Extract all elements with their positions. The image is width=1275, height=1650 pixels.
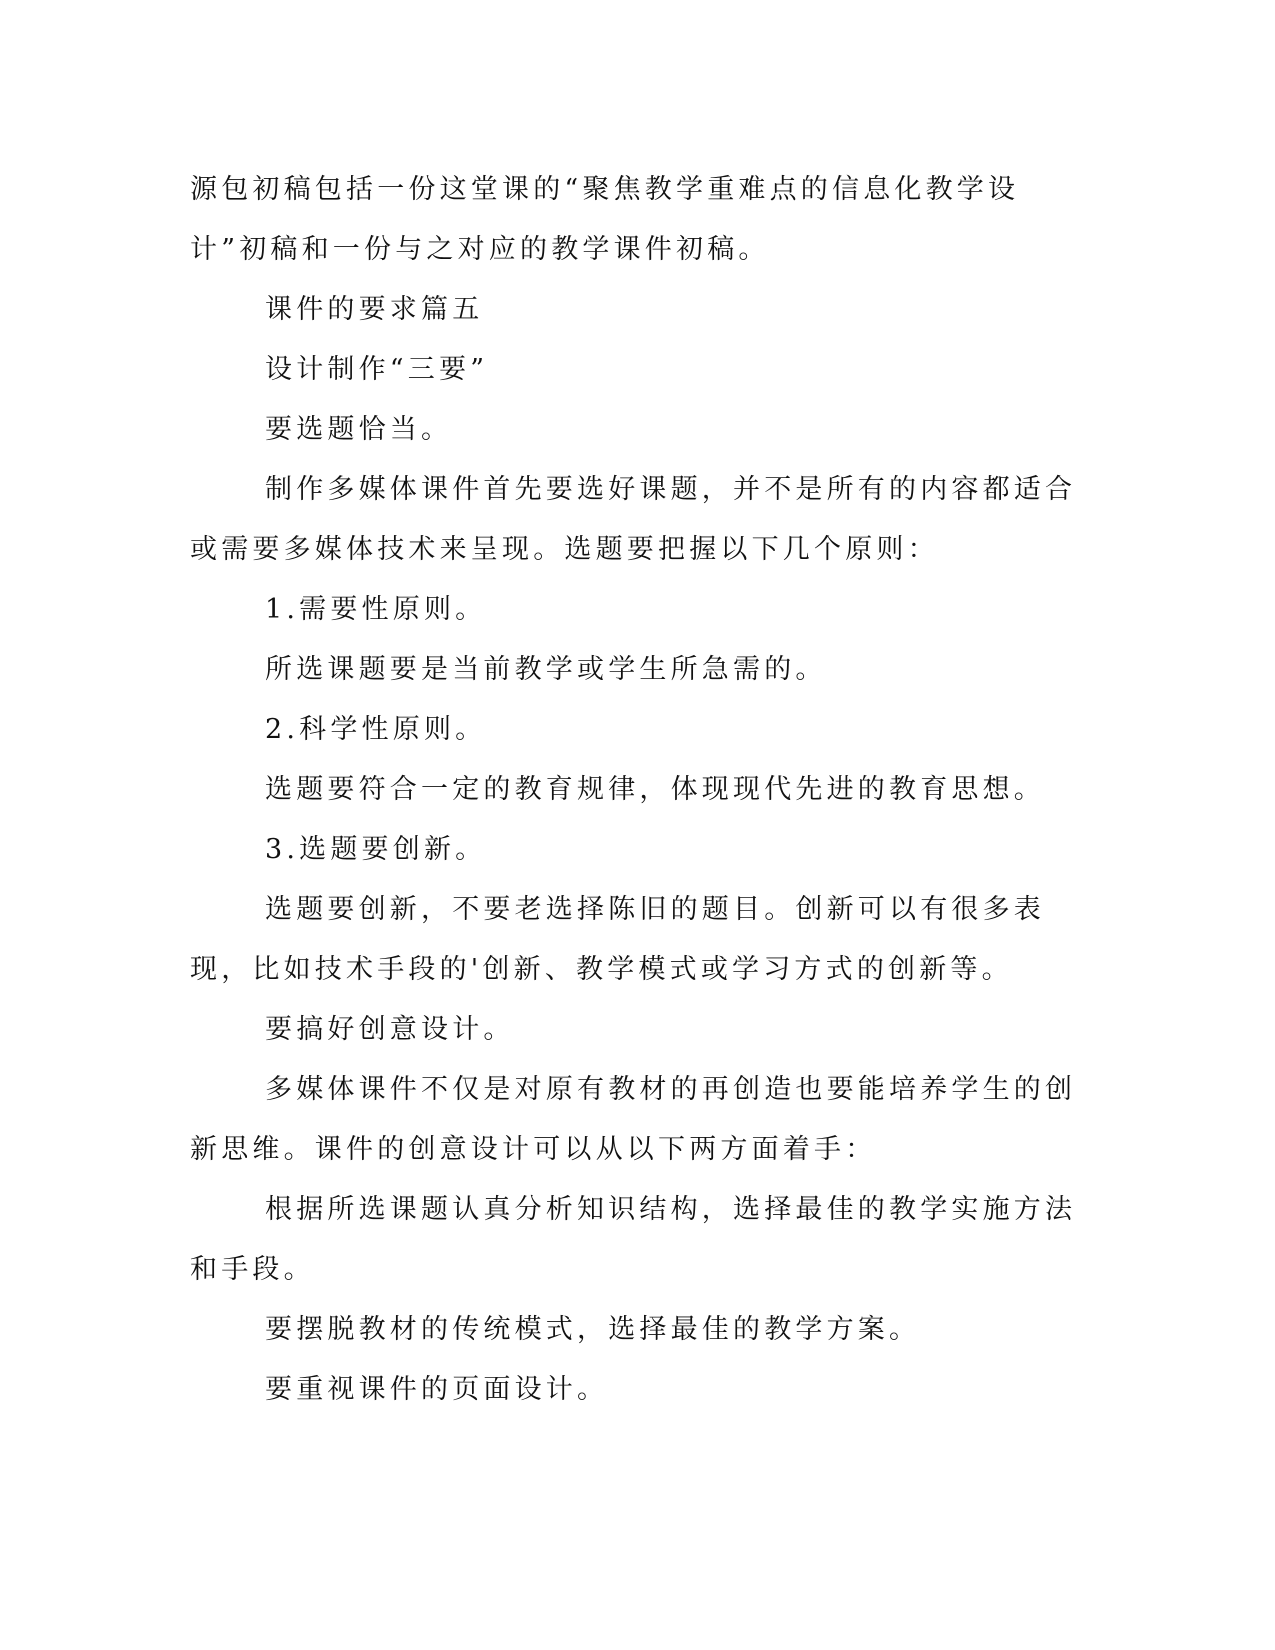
- paragraph: 根据所选课题认真分析知识结构，选择最佳的教学实施方法和手段。: [190, 1194, 1077, 1285]
- point-heading: 要选题恰当。: [265, 414, 453, 445]
- paragraph: 选题要符合一定的教育规律，体现现代先进的教育思想。: [265, 774, 1045, 805]
- paragraph-continuation: 源包初稿包括一份这堂课的“聚焦教学重难点的信息化教学设计”初稿和一份与之对应的教学课件初稿。: [190, 174, 1020, 265]
- paragraph: 所选课题要是当前教学或学生所急需的。: [265, 654, 827, 685]
- subheading: 设计制作“三要”: [265, 354, 489, 385]
- paragraph: 选题要创新，不要老选择陈旧的题目。创新可以有很多表现，比如技术手段的'创新、教学模式或学习方式的创新等。: [190, 894, 1045, 985]
- section-heading: 课件的要求篇五: [265, 294, 484, 325]
- point-heading: 要搞好创意设计。: [265, 1014, 515, 1045]
- paragraph: 制作多媒体课件首先要选好课题，并不是所有的内容都适合或需要多媒体技术来呈现。选题要把握以下几个原则：: [190, 474, 1077, 565]
- principle-item: 3.选题要创新。: [265, 834, 487, 865]
- document-body: [190, 160, 1080, 1420]
- principle-item: 1.需要性原则。: [265, 594, 487, 625]
- principle-item: 2.科学性原则。: [265, 714, 487, 745]
- paragraph: 要摆脱教材的传统模式，选择最佳的教学方案。: [265, 1314, 921, 1345]
- paragraph: 多媒体课件不仅是对原有教材的再创造也要能培养学生的创新思维。课件的创意设计可以从以下两方面着手：: [190, 1074, 1077, 1165]
- point-heading: 要重视课件的页面设计。: [265, 1374, 609, 1405]
